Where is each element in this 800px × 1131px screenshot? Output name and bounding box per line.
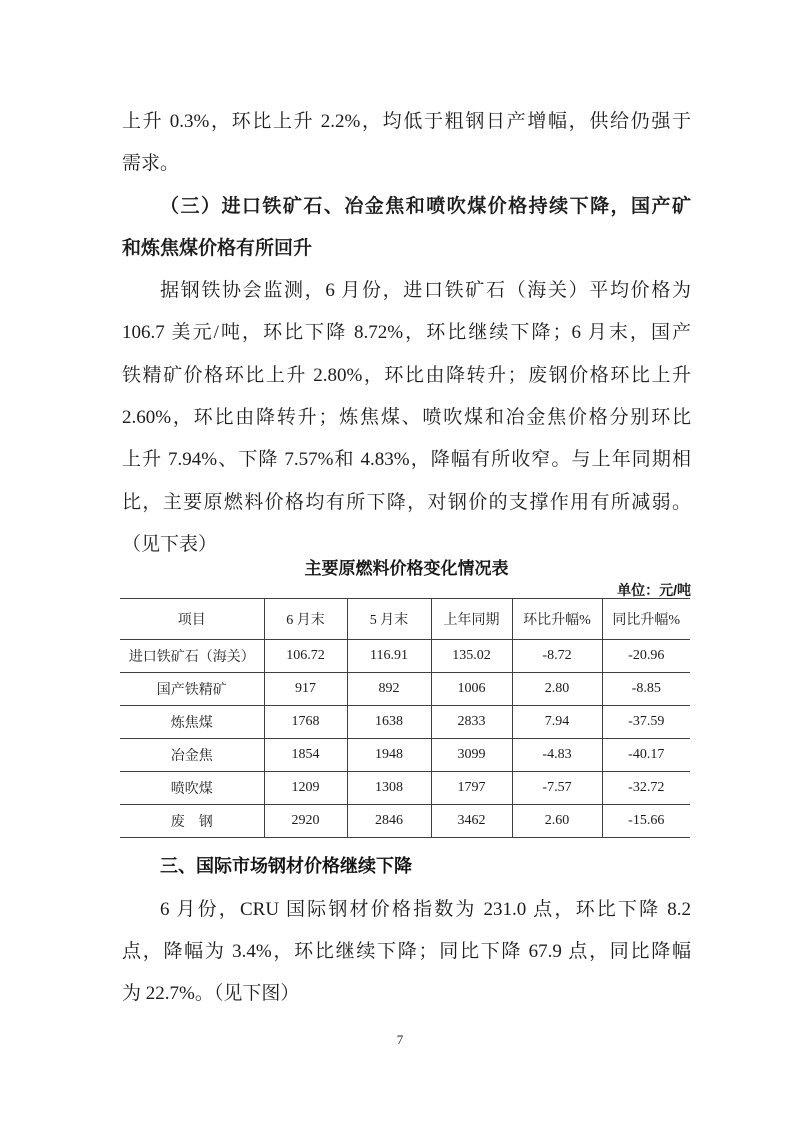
table-header-cell: 6 月末	[264, 599, 347, 640]
body-line: 铁精矿价格环比上升 2.80%，环比由降转升；废钢价格环比上升	[122, 364, 691, 386]
table-header-cell: 5 月末	[347, 599, 431, 640]
section-three-text-block	[122, 889, 691, 1015]
table-cell: -32.72	[602, 772, 690, 805]
body-line: 据钢铁协会监测，6 月份，进口铁矿石（海关）平均价格为	[160, 280, 691, 302]
table-cell: 1854	[264, 739, 347, 772]
body-line: 为 22.7%。（见下图）	[122, 983, 300, 1004]
table-cell: 进口铁矿石（海关）	[128, 650, 255, 665]
table-cell: 2.60	[512, 805, 602, 838]
body-line: 6 月份，CRU 国际钢材价格指数为 231.0 点，环比下降 8.2	[160, 899, 691, 920]
table-cell: 2920	[264, 805, 347, 838]
table-cell: 2833	[431, 706, 512, 739]
subsection-heading-line: 和炼焦煤价格有所回升	[122, 237, 313, 259]
table-cell: -7.57	[512, 772, 602, 805]
table-header-cell: 环比升幅%	[512, 599, 602, 640]
body-line: 106.7 美元/吨，环比下降 8.72%，环比继续下降；6 月末，国产	[122, 322, 691, 344]
table-cell: -40.17	[602, 739, 690, 772]
table-cell: -4.83	[512, 739, 602, 772]
table-row	[120, 706, 690, 739]
table-cell: 国产铁精矿	[156, 683, 227, 698]
table-cell: 1768	[264, 706, 347, 739]
subsection-heading-line: （三）进口铁矿石、冶金焦和喷吹煤价格持续下降，国产矿	[160, 195, 691, 217]
table-cell: 2.80	[512, 673, 602, 706]
table-header-cell: 项目	[177, 613, 206, 628]
table-row	[120, 673, 690, 706]
table-row	[120, 772, 690, 805]
table-cell: 1948	[347, 739, 431, 772]
table-row	[120, 739, 690, 772]
body-line: 需求。	[122, 153, 180, 175]
fuel-price-table	[120, 598, 690, 838]
table-title: 主要原燃料价格变化情况表	[304, 559, 509, 578]
table-header-cell: 上年同期	[431, 599, 512, 640]
table-cell: 917	[264, 673, 347, 706]
body-line: 上升 0.3%，环比上升 2.2%，均低于粗钢日产增幅，供给仍强于	[122, 111, 691, 132]
table-header-cell: 同比升幅%	[602, 599, 690, 640]
body-line: （见下表）	[122, 533, 218, 555]
table-row	[120, 640, 690, 673]
table-cell: 1638	[347, 706, 431, 739]
table-cell: 喷吹煤	[170, 782, 213, 797]
table-cell: -37.59	[602, 706, 690, 739]
table-row	[120, 805, 690, 838]
table-cell: 116.91	[347, 640, 431, 673]
table-cell: -15.66	[602, 805, 690, 838]
table-header-row	[120, 599, 690, 640]
table-cell: 1797	[431, 772, 512, 805]
table-cell: 1308	[347, 772, 431, 805]
table-cell: 3462	[431, 805, 512, 838]
table-cell: 2846	[347, 805, 431, 838]
section-three-heading: 三、国际市场钢材价格继续下降	[160, 856, 412, 876]
page-number: 7	[396, 1032, 404, 1047]
table-unit-label: 单位：元/吨	[617, 582, 691, 598]
table-cell: 冶金焦	[170, 749, 213, 764]
table-cell: 7.94	[512, 706, 602, 739]
body-text-block	[122, 101, 691, 566]
table-cell: 106.72	[264, 640, 347, 673]
table-cell: 3099	[431, 739, 512, 772]
table-cell: 1209	[264, 772, 347, 805]
body-line: 上升 7.94%、下降 7.57%和 4.83%，降幅有所收窄。与上年同期相	[122, 449, 691, 471]
table-cell: -20.96	[602, 640, 690, 673]
body-line: 2.60%，环比由降转升；炼焦煤、喷吹煤和冶金焦价格分别环比	[122, 407, 691, 429]
table-cell: 892	[347, 673, 431, 706]
body-line: 比，主要原燃料价格均有所下降，对钢价的支撑作用有所减弱。	[122, 491, 691, 513]
table-cell: 废 钢	[170, 815, 213, 830]
table-cell: 炼焦煤	[170, 716, 213, 731]
body-line: 点，降幅为 3.4%，环比继续下降；同比下降 67.9 点，同比降幅	[122, 941, 691, 962]
table-cell: -8.85	[602, 673, 690, 706]
table-cell: 135.02	[431, 640, 512, 673]
table-cell: 1006	[431, 673, 512, 706]
table-cell: -8.72	[512, 640, 602, 673]
